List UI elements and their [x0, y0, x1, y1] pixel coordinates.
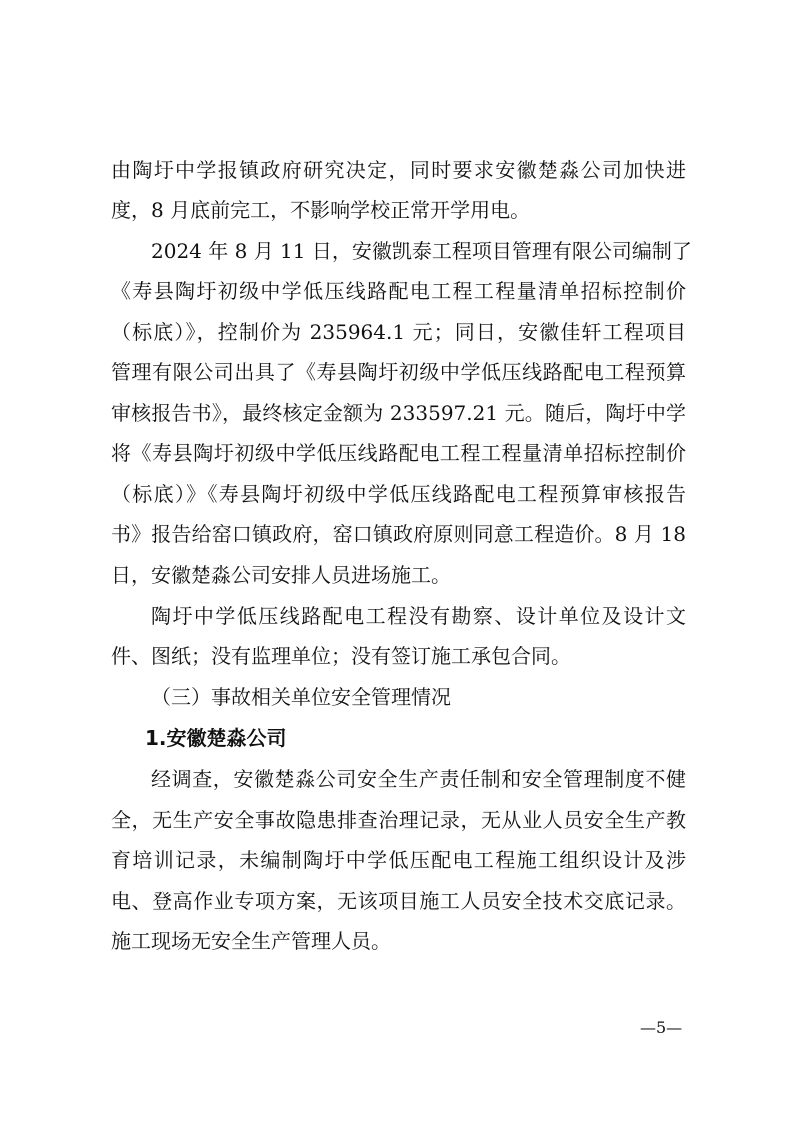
paragraph-2-line-3: （标底）》，控制价为 235964.1 元；同日，安徽佳轩工程项目	[111, 320, 686, 344]
section-heading: （三）事故相关单位安全管理情况	[151, 685, 451, 709]
paragraph-3-line-1: 陶圩中学低压线路配电工程没有勘察、设计单位及设计文	[151, 604, 686, 628]
paragraph-3-line-2: 件、图纸；没有监理单位；没有签订施工承包合同。	[111, 644, 571, 668]
paragraph-2-line-4: 管理有限公司出具了《寿县陶圩初级中学低压线路配电工程预算	[111, 360, 686, 384]
paragraph-1-line-2: 度，8 月底前完工，不影响学校正常开学用电。	[111, 198, 531, 222]
paragraph-2-line-7: （标底）》《寿县陶圩初级中学低压线路配电工程预算审核报告	[111, 482, 686, 506]
paragraph-2-line-1: 2024 年 8 月 11 日，安徽凯泰工程项目管理有限公司编制了	[151, 239, 692, 263]
paragraph-4-line-5: 施工现场无安全生产管理人员。	[111, 929, 391, 953]
paragraph-4-line-3: 育培训记录，未编制陶圩中学低压配电工程施工组织设计及涉	[111, 848, 686, 872]
paragraph-4-line-2: 全，无生产安全事故隐患排查治理记录，无从业人员安全生产教	[111, 808, 686, 832]
paragraph-2-line-9: 日，安徽楚淼公司安排人员进场施工。	[111, 563, 451, 587]
paragraph-2-line-5: 审核报告书》，最终核定金额为 233597.21 元。随后，陶圩中学	[111, 401, 686, 425]
page-number: —5—	[640, 1018, 683, 1037]
subsection-heading: 1.安徽楚淼公司	[145, 726, 287, 750]
paragraph-2-line-8: 书》报告给窑口镇政府，窑口镇政府原则同意工程造价。8 月 18	[111, 522, 686, 546]
paragraph-2-line-2: 《寿县陶圩初级中学低压线路配电工程工程量清单招标控制价	[111, 279, 686, 303]
paragraph-4-line-4: 电、登高作业专项方案，无该项目施工人员安全技术交底记录。	[111, 889, 686, 913]
paragraph-1-line-1: 由陶圩中学报镇政府研究决定，同时要求安徽楚淼公司加快进	[111, 158, 686, 182]
paragraph-2-line-6: 将《寿县陶圩初级中学低压线路配电工程工程量清单招标控制价	[111, 441, 686, 465]
paragraph-4-line-1: 经调查，安徽楚淼公司安全生产责任制和安全管理制度不健	[151, 767, 686, 791]
